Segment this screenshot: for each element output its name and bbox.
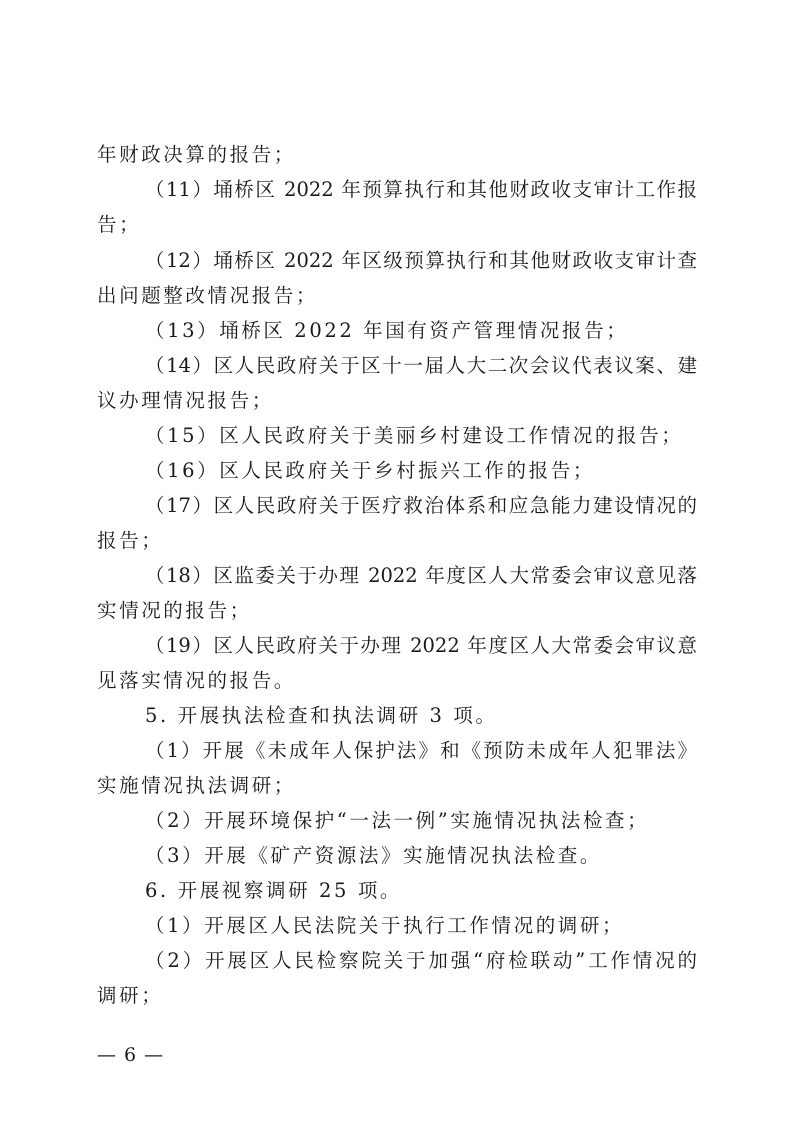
text-line: 实情况的报告； [97,599,252,622]
text-line: 年财政决算的报告； [97,143,296,166]
text-line: （2）开展区人民检察院关于加强“府检联动”工作情况的 [145,949,697,972]
text-line: 报告； [97,529,164,552]
section-heading: 5. 开展执法检查和执法调研 3 项。 [145,704,498,727]
text-line: 议办理情况报告； [97,389,274,412]
page-number: — 6 — [97,1044,165,1066]
text-line: （1）开展《未成年人保护法》和《预防未成年人犯罪法》 [145,739,697,762]
text-line: （19）区人民政府关于办理 2022 年度区人大常委会审议意 [145,634,697,657]
text-line: （13）埇桥区 2022 年国有资产管理情况报告； [145,319,629,342]
text-line: （14）区人民政府关于区十一届人大二次会议代表议案、建 [145,354,697,377]
text-line: （15）区人民政府关于美丽乡村建设工作情况的报告； [145,424,684,447]
text-line: 调研； [97,984,164,1007]
section-heading: 6. 开展视察调研 25 项。 [145,879,403,902]
text-line: （18）区监委关于办理 2022 年度区人大常委会审议意见落 [145,564,697,587]
text-line: （17）区人民政府关于医疗救治体系和应急能力建设情况的 [145,494,697,517]
text-line: 出问题整改情况报告； [97,284,319,307]
text-line: （2）开展环境保护“一法一例”实施情况执法检查； [145,809,650,832]
text-line: 告； [97,213,142,236]
text-line: （12）埇桥区 2022 年区级预算执行和其他财政收支审计查 [145,249,697,272]
text-line: （16）区人民政府关于乡村振兴工作的报告； [145,459,595,482]
text-line: （3）开展《矿产资源法》实施情况执法检查。 [145,844,603,867]
text-line: 见落实情况的报告。 [97,669,296,692]
text-line: （11）埇桥区 2022 年预算执行和其他财政收支审计工作报 [145,178,697,201]
text-line: （1）开展区人民法院关于执行工作情况的调研； [145,914,625,937]
text-line: 实施情况执法调研； [97,774,296,797]
